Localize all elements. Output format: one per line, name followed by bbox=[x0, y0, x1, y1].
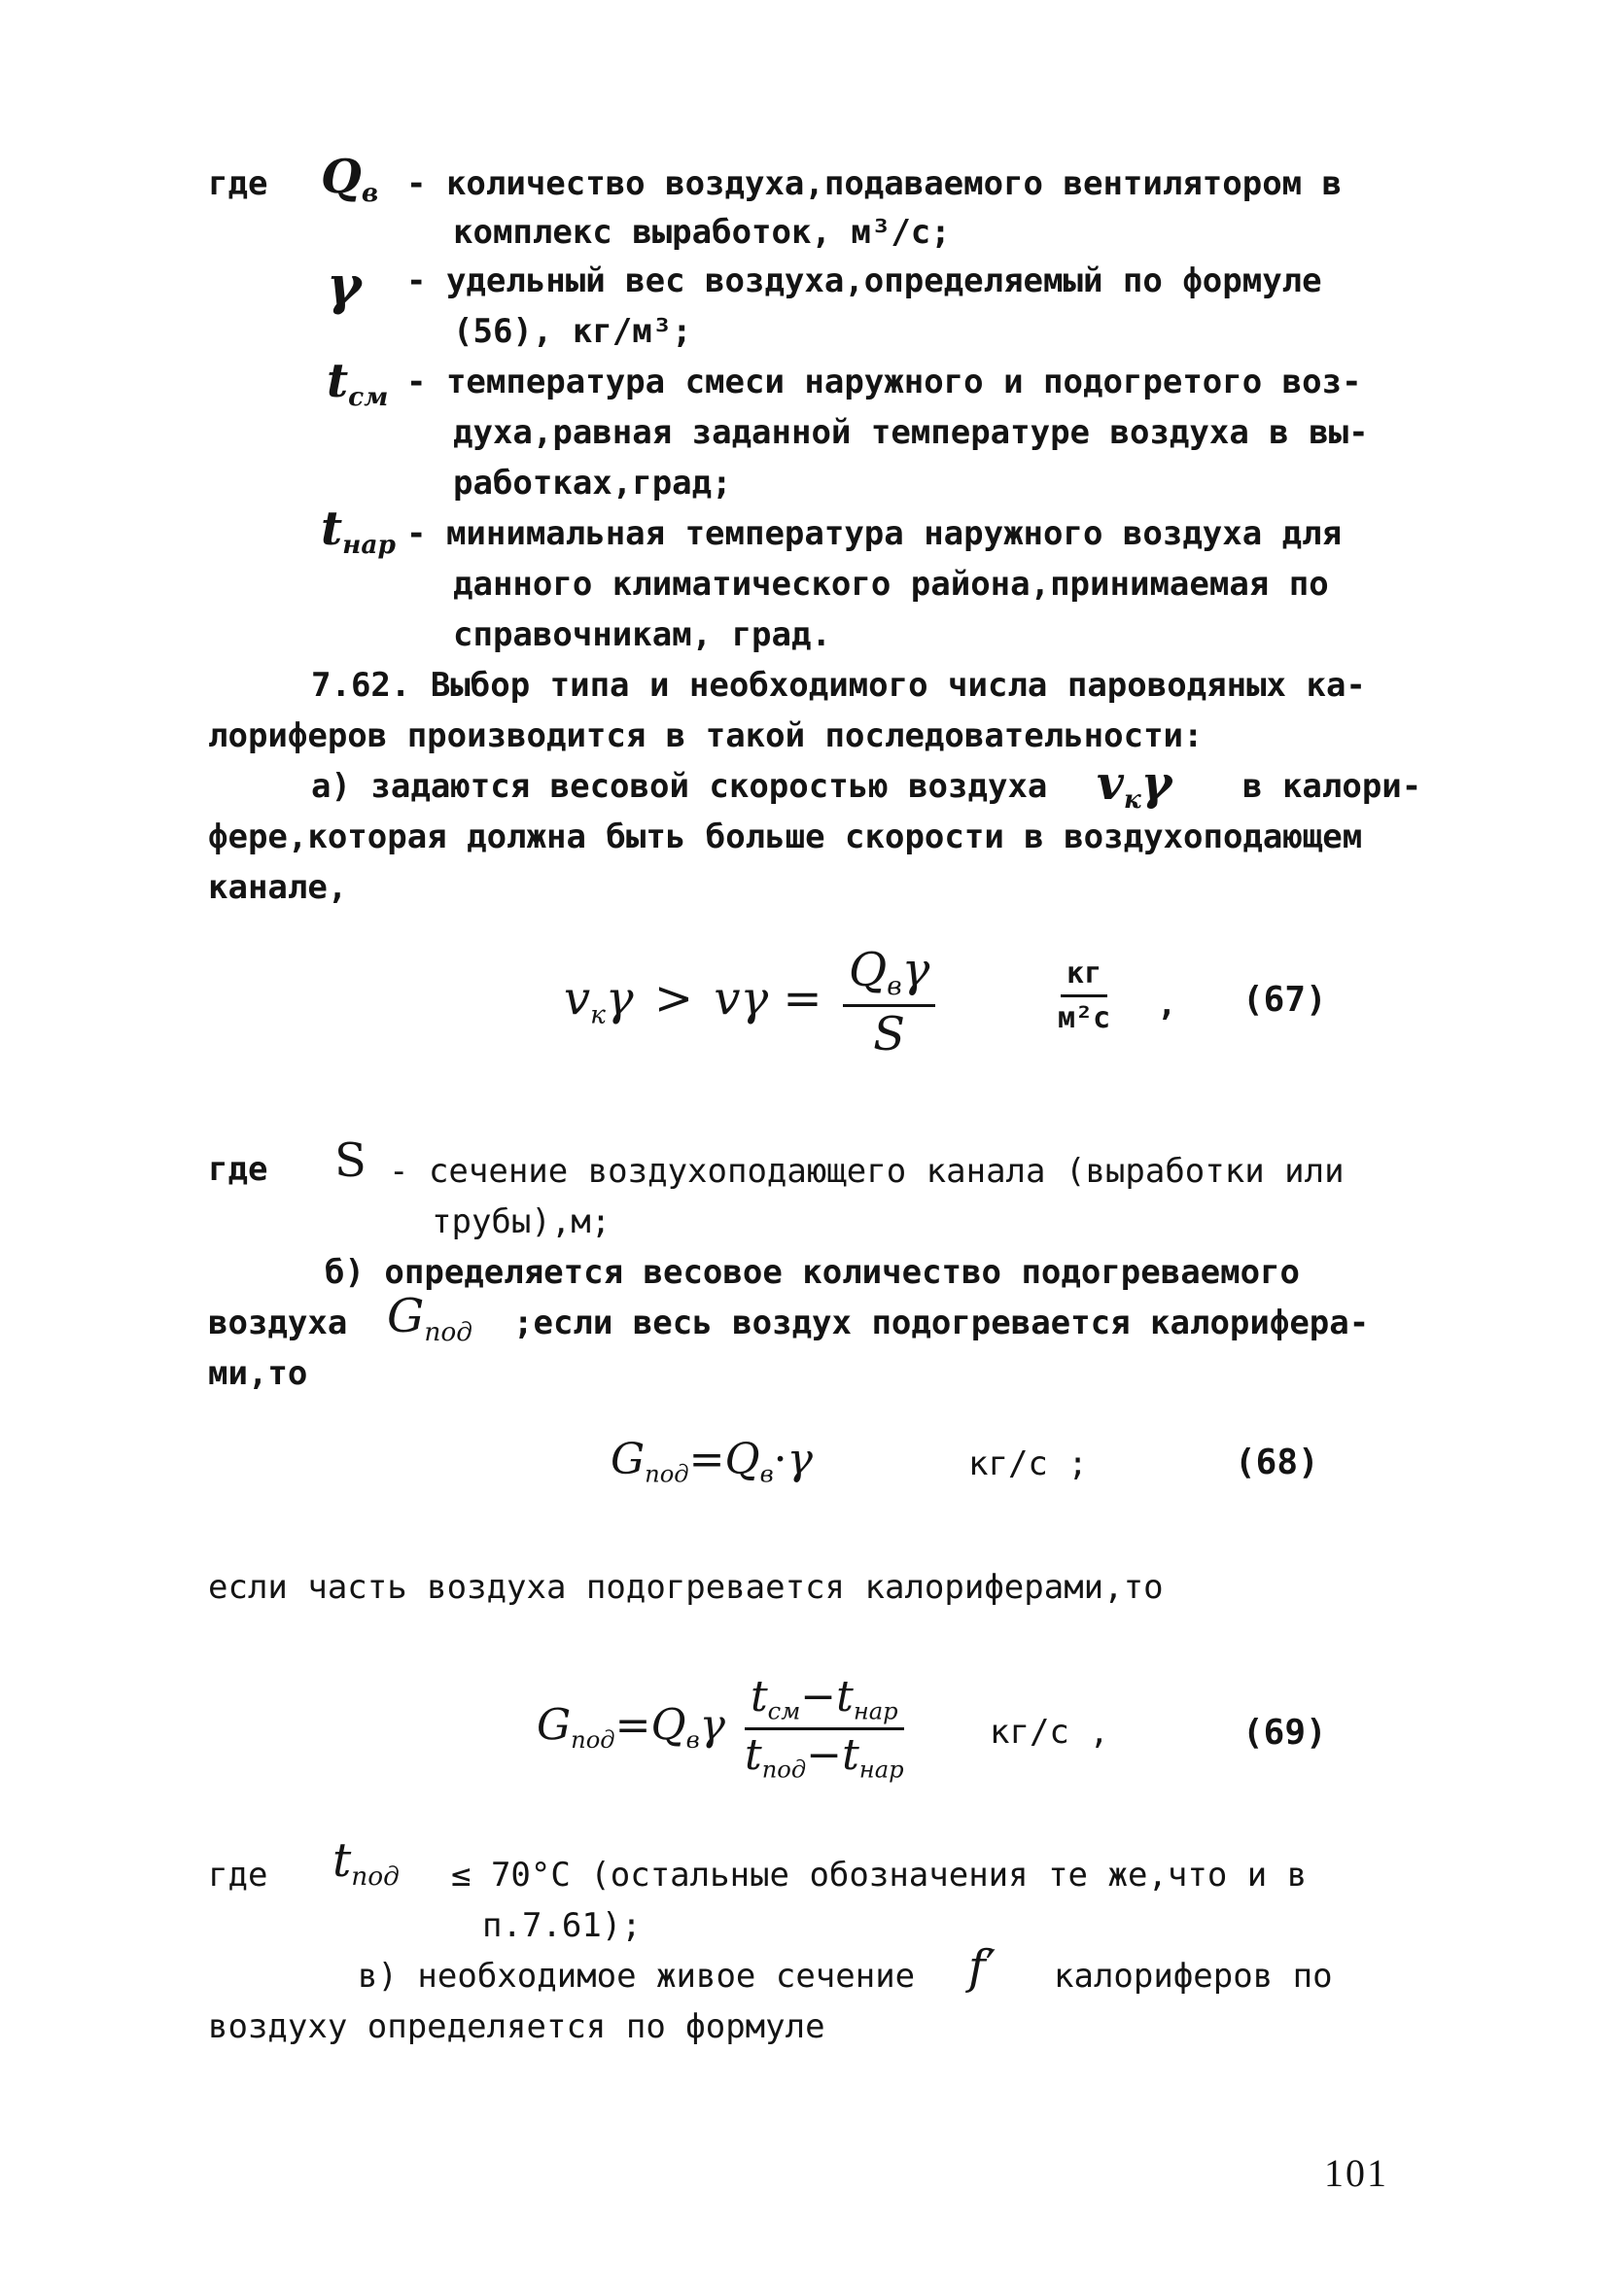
eq67-comma: , bbox=[1157, 985, 1177, 1024]
item-b-line3: ми,то bbox=[208, 1354, 308, 1393]
symbol-vk-gamma: $v_к\gamma$ bbox=[1097, 756, 1172, 816]
symbol-gamma: γ bbox=[327, 254, 362, 316]
para-762-line2: лориферов производится в такой последовательности: bbox=[208, 716, 1204, 755]
page-number: 101 bbox=[1324, 2151, 1388, 2195]
eq69-fraction: $\frac{t_{см}-t_{нар}}{t_{под}-t_{нар}}$ bbox=[745, 1672, 904, 1784]
eq69-unit: кг/с , bbox=[990, 1713, 1109, 1752]
item-a-line1-start: а) задаются весовой скоростью воздуха bbox=[311, 767, 1048, 806]
def-s-line2: трубы),м; bbox=[432, 1202, 612, 1241]
def-tpod-line1: ≤ 70°С (остальные обозначения те же,что и в bbox=[451, 1856, 1308, 1895]
eq67-number: (67) bbox=[1242, 980, 1327, 1020]
def-tsm-line3: работках,град; bbox=[453, 464, 732, 503]
def-q-line1: - количество воздуха,подаваемого вентилятором в bbox=[406, 164, 1343, 203]
symbol-t-sm: $t_{см}$ bbox=[327, 354, 389, 413]
para-762-line1: 7.62. Выбор типа и необходимого числа пароводяных ка- bbox=[311, 666, 1366, 705]
def-gamma-line2: (56), кг/м³; bbox=[453, 312, 692, 351]
item-a-line1-end: в калори- bbox=[1242, 767, 1422, 806]
where-label-3: где bbox=[208, 1856, 268, 1895]
symbol-t-nar: $t_{нар}$ bbox=[321, 502, 396, 561]
where-label-2: где bbox=[208, 1150, 268, 1189]
eq68-number: (68) bbox=[1235, 1443, 1319, 1482]
symbol-g-pod: $G_{под}$ bbox=[387, 1289, 472, 1348]
def-tpod-line2: п.7.61); bbox=[482, 1906, 642, 1945]
item-b-line2-end: ;если весь воздух подогревается калорифера- bbox=[513, 1304, 1370, 1342]
item-b-line2-start: воздуха bbox=[208, 1304, 348, 1342]
def-tnar-line3: справочникам, град. bbox=[453, 615, 831, 654]
def-q-line2: комплекс выработок, м³/с; bbox=[453, 213, 951, 252]
def-tnar-line2: данного климатического района,принимаемая по bbox=[453, 565, 1329, 604]
item-v-line2: воздуху определяется по формуле bbox=[208, 2007, 825, 2046]
symbol-q-v: $Q_в$ bbox=[321, 150, 379, 209]
def-gamma-line1: - удельный вес воздуха,определяемый по формуле bbox=[406, 261, 1322, 300]
item-v-line1-end: калориферов по bbox=[1054, 1957, 1333, 1996]
equation-67: $v_к\gamma > v\gamma$ = $\frac{Q_в\gamma}{S}$ bbox=[564, 947, 941, 1058]
symbol-f-prime: f′ bbox=[968, 1940, 996, 1995]
eq67-fraction: $\frac{Q_в\gamma}{S}$ bbox=[843, 947, 935, 1058]
equation-69: $G_{под}=Q_в\gamma$ $\frac{t_{см}-t_{нар}}{t_{под}-t_{нар}}$ bbox=[537, 1672, 904, 1784]
where-label-1: где bbox=[208, 164, 268, 203]
item-b-line1: б) определяется весовое количество подогреваемого bbox=[325, 1253, 1301, 1292]
item-a-line2: фере,которая должна быть больше скорости в воздухоподающем bbox=[208, 818, 1363, 856]
eq68-unit: кг/с ; bbox=[968, 1444, 1088, 1483]
item-a-line3: канале, bbox=[208, 868, 348, 907]
item-v-line1-start: в) необходимое живое сечение bbox=[358, 1957, 916, 1996]
def-tsm-line2: духа,равная заданной температуре воздуха в вы- bbox=[453, 413, 1369, 452]
def-s-line1: - сечение воздухоподающего канала (выработки или bbox=[389, 1152, 1345, 1191]
eq67-unit: $\frac{кг}{\text{м²с}}$ bbox=[1058, 957, 1111, 1035]
symbol-t-pod: $t_{под}$ bbox=[332, 1833, 400, 1893]
equation-68: $G_{под}=Q_в\cdot\gamma$ bbox=[611, 1435, 813, 1488]
eq69-number: (69) bbox=[1242, 1713, 1327, 1753]
symbol-s: S bbox=[334, 1133, 367, 1188]
para-part-air: если часть воздуха подогревается калориферами,то bbox=[208, 1568, 1164, 1607]
def-tnar-line1: - минимальная температура наружного воздуха для bbox=[406, 514, 1343, 553]
def-tsm-line1: - температура смеси наружного и подогретого воз- bbox=[406, 363, 1362, 401]
